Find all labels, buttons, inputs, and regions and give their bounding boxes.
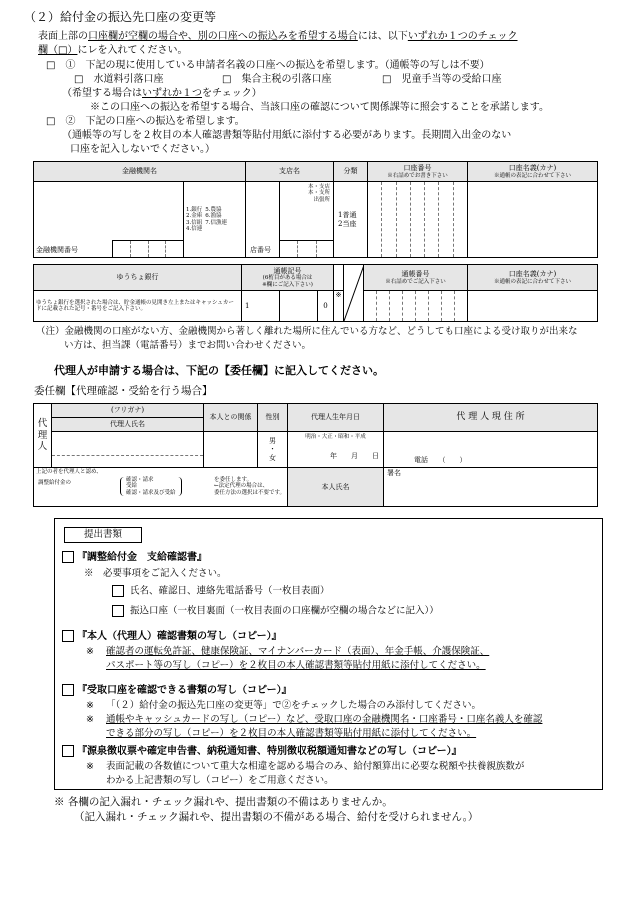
agent-heading: 代理人が申請する場合は、下記の【委任欄】に記入してください。 — [54, 364, 384, 377]
symbol-field-2[interactable] — [280, 291, 318, 322]
doc3-line2: 通帳やキャッシュカードの写し（コピー）など、受取口座の金融機関名・口座番号・口座名義人を確認 — [106, 714, 543, 725]
documents-box-title: 提出書類 — [64, 527, 142, 543]
doc2-mark: ※ — [86, 646, 94, 657]
yucho-note: ゆうちょ銀行を選択された場合は、貯金通帳の見開き左上またはキャッシュカードに記載された記号・番号をご記入下さい。 — [34, 291, 242, 322]
footer-line-1: ※ 各欄の記入漏れ・チェック漏れや、提出書類の不備はありませんか。 — [54, 796, 393, 808]
option-childcare-checkbox[interactable]: □ 児童手当等の受給口座 — [382, 74, 502, 85]
doc1-a-checkbox[interactable] — [112, 585, 124, 597]
birth-field[interactable]: 明治・大正・昭和・平成 年 月 日 — [288, 432, 384, 468]
doc3-title: 『受取口座を確認できる書類の写し（コピー）』 — [62, 684, 292, 698]
doc4-line1: 表面記載の各数値について重大な相違を認める場合のみ、給付額算出に必要な税額や扶養親族数が — [106, 761, 525, 772]
doc3-line1: 「（２）給付金の振込先口座の変更等」で②をチェックした場合のみ添付してください。 — [106, 700, 481, 711]
doc3-mark-2: ※ — [86, 714, 94, 725]
branch-name-field[interactable]: 店番号 — [246, 182, 280, 258]
doc1-item-b: 振込口座（一枚目裏面（一枚目表面の口座欄が空欄の場合などに記入）） — [112, 605, 439, 617]
furigana-header: (フリガナ) — [52, 404, 204, 418]
option-2-checkbox[interactable]: □ ② 下記の口座への振込を希望します。 — [46, 116, 245, 127]
bank-note: （注）金融機関の口座がない方、金融機関から著しく離れた場所に住んでいる方など、どうしても口座による受け取りが出来な — [36, 326, 578, 337]
agent-side-label: 代 理 人 — [34, 404, 52, 468]
doc3-mark-1: ※ — [86, 700, 94, 711]
doc2-checkbox[interactable] — [62, 630, 74, 642]
doc1-item-a: 氏名、確認日、連絡先電話番号（一枚目表面） — [112, 585, 330, 597]
type-header: 分類 — [334, 162, 368, 182]
address-field[interactable]: 電話 （ ） — [384, 432, 598, 468]
branch-type-list: 本・支店 本・支所 出張所 — [280, 182, 334, 258]
option-1-consent: ※この口座への振込を希望する場合、当該口座の確認について関係課等に照会することを承諾します。 — [90, 102, 549, 113]
section-intro: 表面上部の口座欄が空欄の場合や、別の口座への振込みを希望する場合には、以下いずれか１つのチェック — [38, 31, 518, 42]
section-title: （２）給付金の振込先口座の変更等 — [24, 10, 217, 24]
agent-table — [33, 403, 598, 507]
address-header: 代 理 人 現 住 所 — [384, 404, 598, 432]
relation-header: 本人との関係 — [204, 404, 258, 432]
option-2-note-2: 口座を記入しないでください。） — [70, 144, 215, 155]
symbol-sixth-digit[interactable]: ※ — [334, 291, 344, 322]
account-number-header: 口座番号 ※右詰めでお書き下さい — [368, 162, 468, 182]
doc4-title: 『源泉徴収票や確定申告書、納税通知書、特別徴収税額通知書などの写し（コピー）』 — [62, 745, 462, 759]
symbol-field[interactable]: 1 — [242, 291, 280, 322]
symbol-digit-0: 0 — [318, 291, 334, 322]
doc2-title: 『本人（代理人）確認書類の写し（コピー）』 — [62, 630, 282, 644]
option-tax-checkbox[interactable]: □ 集合主税の引落口座 — [222, 74, 332, 85]
yucho-table — [33, 264, 598, 322]
doc2-line1: 確認者の運転免許証、健康保険証、マイナンバーカード（表面）、年金手帳、介護保険証、 — [106, 646, 490, 657]
yucho-holder-header: 口座名義(カナ) ※通帳の表記に合わせて下さい — [468, 265, 598, 291]
signature-field[interactable]: 署名 — [384, 468, 598, 507]
agent-name-field[interactable] — [52, 432, 204, 468]
bank-note-2: い方は、担当課（電話番号）までお問い合わせください。 — [64, 340, 312, 351]
principal-name-label: 本人氏名 — [288, 468, 384, 507]
yucho-header: ゆうちょ銀行 — [34, 265, 242, 291]
doc3-line3: できる部分の写し（コピー）を２枚目の本人確認書類等貼付用紙に添付してください。 — [106, 728, 477, 739]
account-holder-field[interactable] — [468, 182, 598, 258]
branch-header: 支店名 — [246, 162, 334, 182]
delegation-field: 上記の者を代理人と認め、 調整給付金の 確認・請求 受給 確認・請求及び受給 を委任します。 ←法定代理の場合は、 委任方法の選択は不要です。 — [34, 468, 288, 507]
relation-field[interactable] — [204, 432, 258, 468]
yucho-holder-field[interactable] — [468, 291, 598, 322]
sex-header: 性別 — [258, 404, 288, 432]
agent-section-title: 委任欄【代理確認・受給を行う場合】 — [34, 385, 213, 397]
doc3-checkbox[interactable] — [62, 684, 74, 696]
footer-line-2: （記入漏れ・チェック漏れや、提出書類の不備がある場合、給付を受けられません。） — [74, 811, 479, 823]
doc4-line2: わかる上記書類の写し（コピー）をご用意ください。 — [106, 775, 334, 786]
passbook-symbol-header: 通帳記号 (6桁目がある場合は ※欄にご記入下さい) — [242, 265, 334, 291]
bank-name-header: 金融機関名 — [34, 162, 246, 182]
account-number-field[interactable] — [368, 182, 468, 258]
agent-name-header: 代理人氏名 — [52, 418, 204, 432]
doc4-checkbox[interactable] — [62, 745, 74, 757]
passbook-number-field[interactable] — [364, 291, 468, 322]
option-1-note: （希望する場合はいずれか１つをチェック） — [62, 88, 262, 99]
bank-type-list: 1.銀行 2.金庫 3.信組 4.信連 5.農協 6.漁協 7.信漁連 — [184, 182, 246, 258]
delegation-options[interactable]: 確認・請求 受給 確認・請求及び受給 — [120, 477, 182, 496]
birth-header: 代理人生年月日 — [288, 404, 384, 432]
option-2-note: （通帳等の写しを２枚目の本人確認書類等貼付用紙に添付する必要があります。長期間入出金のない — [62, 130, 512, 141]
bank-table — [33, 161, 598, 258]
bank-name-field[interactable]: 金融機関番号 — [34, 182, 184, 258]
doc1-title: 『調整給付金 支給確認書』 — [62, 551, 207, 565]
sex-field[interactable]: 男 ・ 女 — [258, 432, 288, 468]
doc4-mark: ※ — [86, 761, 94, 772]
option-1-checkbox[interactable]: □ ① 下記の現に使用している申請者名義の口座への振込を希望します。（通帳等の写しは不要） — [46, 60, 490, 71]
doc2-line2: パスポート等の写し（コピー）を２枚目の本人確認書類等貼付用紙に添付してください。 — [106, 660, 486, 671]
option-water-checkbox[interactable]: □ 水道料引落口座 — [74, 74, 164, 85]
section-intro-2: 欄（□）にレを入れてください。 — [38, 45, 188, 56]
passbook-number-header: 通帳番号 ※右詰めでご記入下さい — [364, 265, 468, 291]
divider-slash — [344, 265, 364, 322]
account-holder-header: 口座名義(カナ) ※通帳の表記に合わせて下さい — [468, 162, 598, 182]
doc1-note: ※ 必要事項をご記入ください。 — [84, 568, 227, 579]
doc1-checkbox[interactable] — [62, 551, 74, 563]
account-class-field[interactable]: 1普通 2当座 — [334, 182, 368, 258]
doc1-b-checkbox[interactable] — [112, 605, 124, 617]
